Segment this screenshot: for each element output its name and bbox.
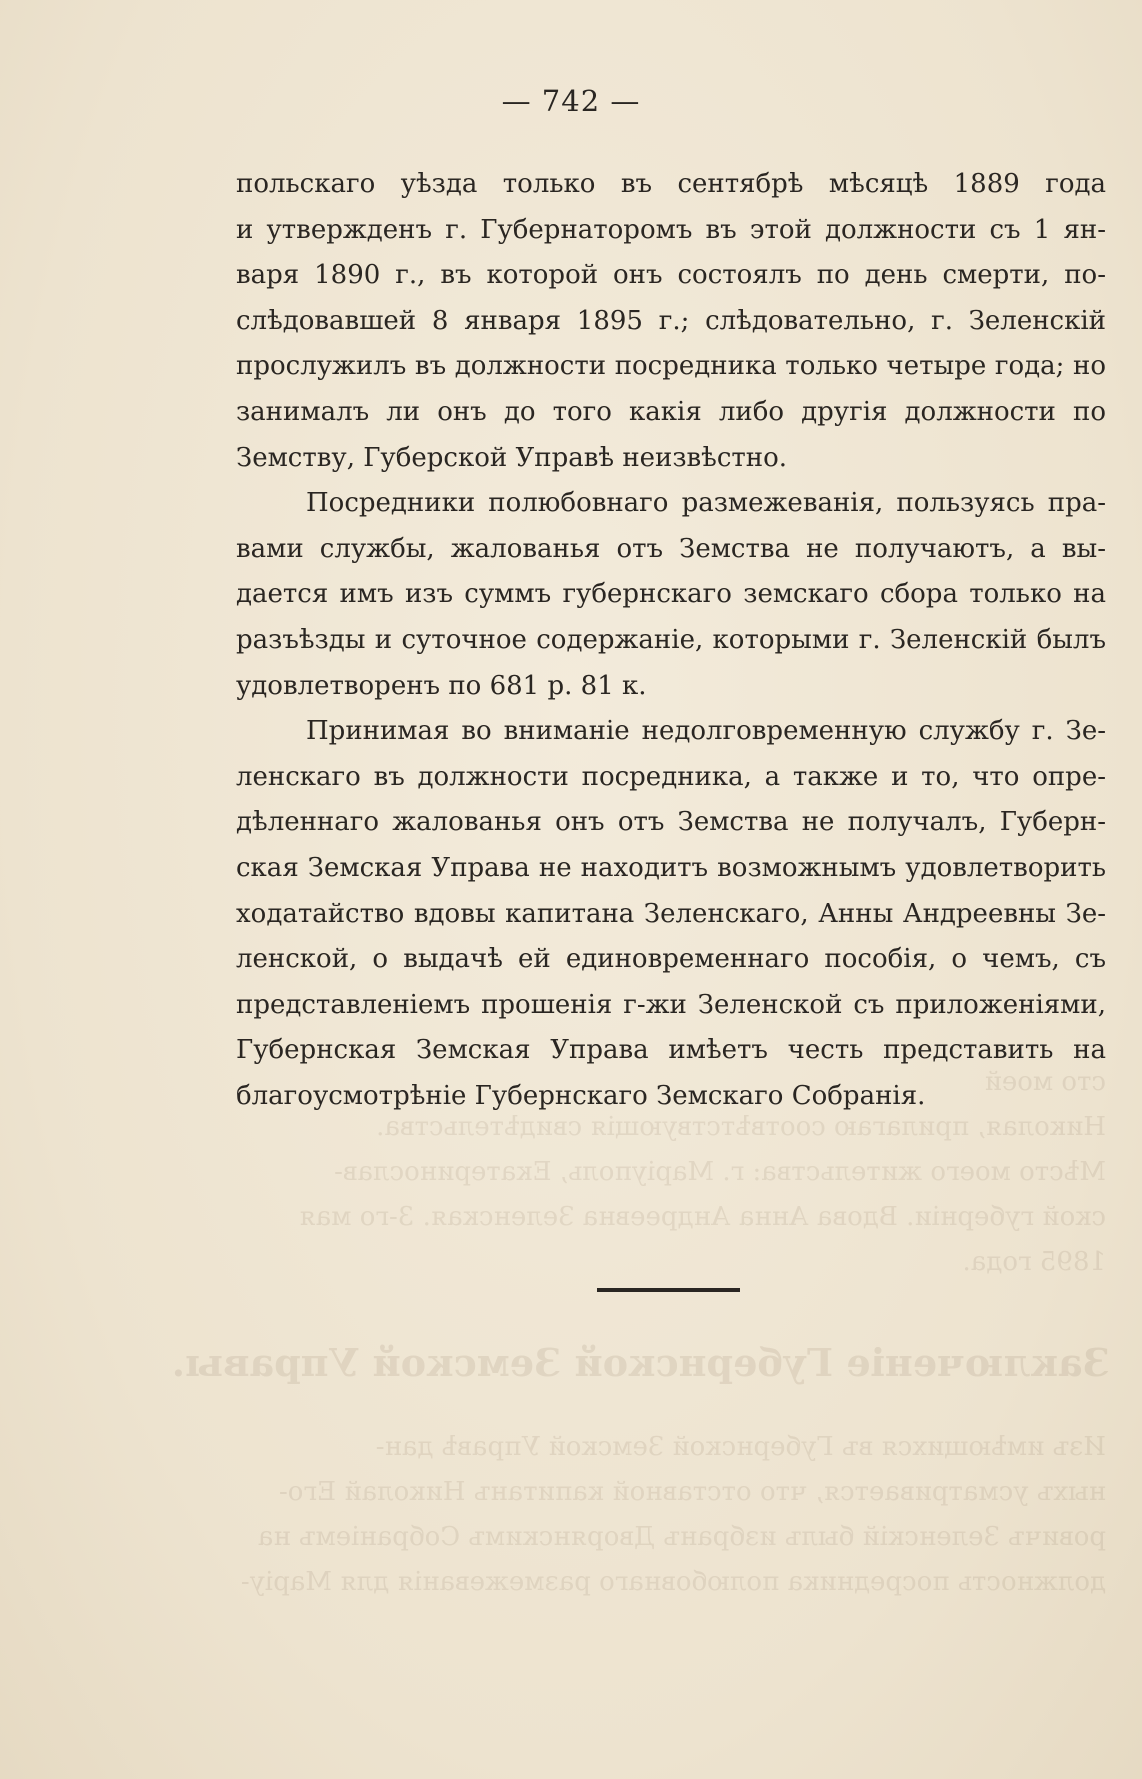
bleed-through-heading-decoration: Заключеніе Губернской Земской Управы.	[171, 1340, 1110, 1385]
text-line: Земству, Губерской Управѣ неизвѣстно.	[236, 442, 788, 473]
text-line: слѣдовавшей 8 января 1895 г.; слѣдовательно, г. Зеленскій	[236, 305, 1106, 336]
text-line: ленской, о выдачѣ ей единовременнаго пособія, о чемъ, съ	[236, 944, 1106, 975]
text-line: варя 1890 г., въ которой онъ состоялъ по день смерти, по-	[236, 260, 1106, 291]
page-number: — 742 —	[501, 84, 641, 118]
text-line: вами службы, жалованья отъ Земства не получаютъ, а вы-	[236, 533, 1106, 564]
text-line: дается имъ изъ суммъ губернскаго земскаго сбора только на	[236, 579, 1106, 610]
bleed-through-decoration-2: Изъ имѣющихся въ Губернской Земской Управѣ дан- ныхъ усматривается, что отставной капитанъ Николай Его- ровичъ Зеленскій былъ избранъ Дворянскимъ Собраніемъ на должность посредника полюбовнаго размежеванія для Маріу-	[240, 1432, 1106, 1597]
paragraph-1	[236, 162, 1106, 481]
text-line: разъѣзды и суточное содержаніе, которыми г. Зеленскій былъ	[236, 624, 1106, 655]
body-text	[236, 162, 1106, 1119]
text-line: ходатайство вдовы капитана Зеленскаго, Анны Андреевны Зе-	[236, 898, 1106, 929]
text-line: Посредники полюбовнаго размежеванія, пользуясь пра-	[306, 488, 1106, 519]
paragraph-3	[236, 709, 1106, 1119]
text-line: дѣленнаго жалованья онъ отъ Земства не получалъ, Губерн-	[236, 807, 1106, 838]
paragraph-2	[236, 481, 1106, 709]
text-line: польскаго уѣзда только въ сентябрѣ мѣсяцѣ 1889 года	[236, 169, 1106, 199]
text-line: Губернская Земская Управа имѣетъ честь представить на	[236, 1035, 1106, 1066]
text-line: занималъ ли онъ до того какія либо другія должности по	[236, 396, 1106, 427]
text-line: и утвержденъ г. Губернаторомъ въ этой должности съ 1 ян-	[236, 214, 1106, 245]
text-line: ская Земская Управа не находитъ возможнымъ удовлетворить	[236, 852, 1106, 883]
bleed-through-decoration: сто моей Николая, прилагаю соотвѣтствующія свидѣтельства. Мѣсто моего жительства: г. Маріуполь, Екатеринослав- ской губерніи. Вдова Анна Андреевна Зеленская. 3-го мая 1895 года.	[299, 1067, 1106, 1277]
text-line: ленскаго въ должности посредника, а также и то, что опре-	[236, 761, 1106, 792]
text-line: благоусмотрѣніе Губернскаго Земскаго Собранія.	[236, 1080, 926, 1111]
text-line: прослужилъ въ должности посредника только четыре года; но	[236, 351, 1106, 382]
text-line: Принимая во вниманіе недолговременную службу г. Зе-	[306, 716, 1106, 747]
section-separator-rule	[597, 1288, 740, 1292]
text-line: представленіемъ прошенія г-жи Зеленской съ приложеніями,	[236, 989, 1106, 1020]
text-line: удовлетворенъ по 681 р. 81 к.	[236, 670, 647, 701]
